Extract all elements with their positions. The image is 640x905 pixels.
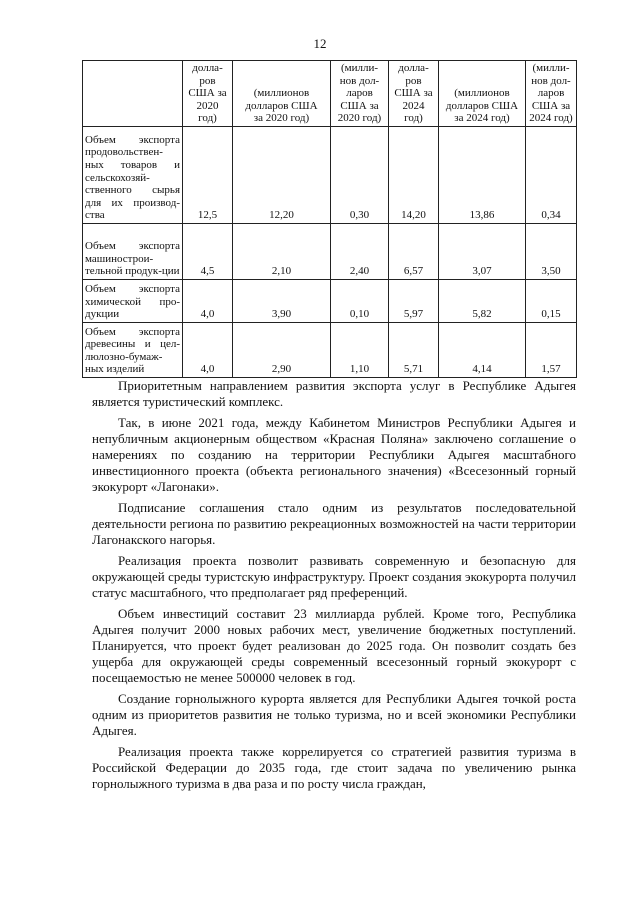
- header-cell: [389, 61, 439, 127]
- row-label: Объем экспорта химической про-дукции: [83, 280, 183, 323]
- table-cell: 1,57: [526, 323, 577, 378]
- header-cell: [83, 61, 183, 127]
- table-cell: 13,86: [439, 127, 526, 224]
- table-row: [83, 280, 577, 323]
- paragraph: Подписание соглашения стало одним из результатов последовательной деятельности региона по развитию рекреационных возможностей на части территории Лагонакского нагорья.: [92, 500, 576, 547]
- table-cell: 4,0: [183, 280, 233, 323]
- header-cell: [331, 61, 389, 127]
- table-cell: 5,82: [439, 280, 526, 323]
- table-row: [83, 224, 577, 280]
- header-text: долла- ров США за 2020 год): [188, 62, 227, 125]
- paragraph: Так, в июне 2021 года, между Кабинетом Министров Республики Адыгея и непубличным акционерным обществом «Красная Поляна» заключено соглашение о намерениях по созданию на территории Республики Адыгея масштабного инвестиционного проекта (объекта регионального значения) «Всесезонный горный экокурорт «Лагонаки».: [92, 415, 576, 494]
- table-cell: 0,15: [526, 280, 577, 323]
- row-label: Объем экспорта машинострои-тельной продук-ции: [83, 224, 183, 280]
- table-cell: 3,50: [526, 224, 577, 280]
- header-text: (миллионов долларов США за 2020 год): [245, 87, 318, 125]
- header-text: (миллионов долларов США за 2024 год): [445, 87, 519, 125]
- table-header-row: [83, 61, 577, 127]
- table-cell: 12,20: [233, 127, 331, 224]
- table-row: [83, 127, 577, 224]
- table-row: [83, 323, 577, 378]
- header-cell: [183, 61, 233, 127]
- table-cell: 6,57: [389, 224, 439, 280]
- paragraph: Создание горнолыжного курорта является для Республики Адыгея точкой роста одним из приоритетов развития не только туризма, но и всей экономики Республики Адыгея.: [92, 691, 576, 738]
- body-text: [92, 378, 576, 797]
- table-cell: 0,30: [331, 127, 389, 224]
- paragraph: Объем инвестиций составит 23 миллиарда рублей. Кроме того, Республика Адыгея получит 2000 новых рабочих мест, увеличение бюджетных поступлений. Планируется, что проект будет реализован до 2025 года. Он позволит создать без ущерба для окружающей среды современный всесезонный горный экокурорт с посещаемостью не менее 500000 человек в год.: [92, 606, 576, 685]
- table-cell: 0,34: [526, 127, 577, 224]
- paragraph: Реализация проекта позволит развивать современную и безопасную для окружающей среды туристскую инфраструктуру. Проект создания экокурорта получил статус масштабного, что предполагает ряд преференций.: [92, 553, 576, 600]
- table-cell: 2,90: [233, 323, 331, 378]
- header-text: (милли- нов дол- ларов США за 2020 год): [337, 62, 382, 125]
- table-cell: 5,97: [389, 280, 439, 323]
- header-text: долла- ров США за 2024 год): [394, 62, 433, 125]
- export-table: [82, 60, 577, 378]
- table-cell: 14,20: [389, 127, 439, 224]
- table-cell: 2,10: [233, 224, 331, 280]
- table-cell: 1,10: [331, 323, 389, 378]
- paragraph: Приоритетным направлением развития экспорта услуг в Республике Адыгея является туристический комплекс.: [92, 378, 576, 409]
- row-label: Объем экспорта продовольствен-ных товаров и сельскохозяй-ственного сырья для их производ-ства: [83, 127, 183, 224]
- table-cell: 4,5: [183, 224, 233, 280]
- header-cell: [526, 61, 577, 127]
- table-cell: 2,40: [331, 224, 389, 280]
- header-cell: [233, 61, 331, 127]
- table-cell: 4,14: [439, 323, 526, 378]
- header-text: (милли- нов дол- ларов США за 2024 год): [529, 62, 573, 125]
- page-number: 12: [313, 36, 327, 51]
- table-cell: 3,07: [439, 224, 526, 280]
- header-cell: [439, 61, 526, 127]
- table-cell: 0,10: [331, 280, 389, 323]
- table-cell: 3,90: [233, 280, 331, 323]
- paragraph: Реализация проекта также коррелируется со стратегией развития туризма в Российской Федерации до 2035 года, где стоит задача по увеличению рынка горнолыжного туризма в два раза и по росту числа граждан,: [92, 744, 576, 791]
- table-cell: 12,5: [183, 127, 233, 224]
- table-cell: 5,71: [389, 323, 439, 378]
- table-cell: 4,0: [183, 323, 233, 378]
- row-label: Объем экспорта древесины и цел-люлозно-бумаж-ных изделий: [83, 323, 183, 378]
